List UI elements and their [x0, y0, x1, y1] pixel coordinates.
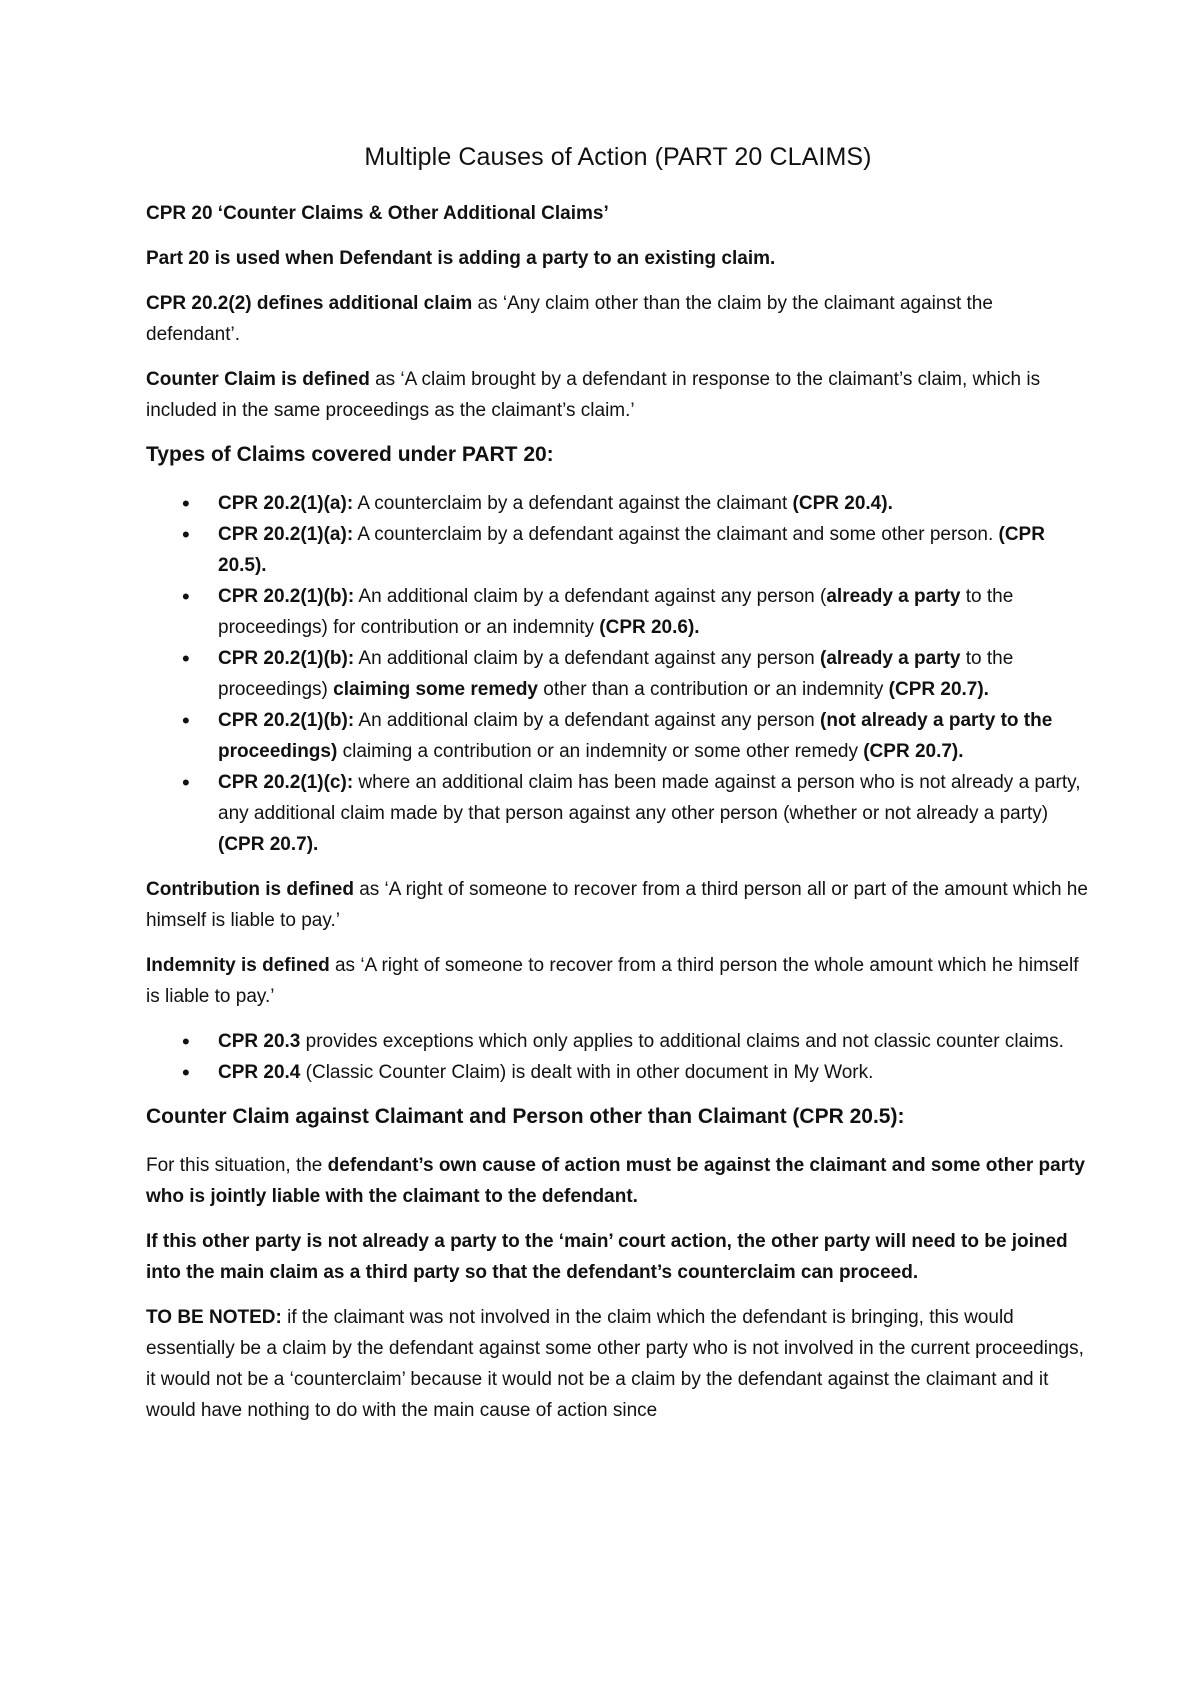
- bold-text: CPR 20.4: [218, 1062, 301, 1083]
- bold-text: claiming some remedy: [333, 679, 538, 700]
- text: provides exceptions which only applies to additional claims and not classic counter claims.: [300, 1031, 1064, 1052]
- list-item: [218, 581, 1090, 643]
- section-heading-counter-claim: Counter Claim against Claimant and Person other than Claimant (CPR 20.5):: [146, 1105, 905, 1128]
- list-item: [218, 705, 1090, 767]
- paragraph-additional-claim-definition: [146, 288, 1090, 350]
- text: as ‘A right of someone to recover from a third person the whole amount which he himself is liable to pay.’: [146, 955, 1079, 1007]
- bold-text: (CPR 20.7).: [218, 834, 319, 855]
- list-item: [218, 519, 1090, 581]
- bold-text: CPR 20.2(1)(b):: [218, 586, 355, 607]
- bold-text: defendant’s own cause of action must be against the claimant and some other party who is jointly liable with the claimant to the defendant.: [146, 1155, 1085, 1207]
- bold-text: CPR 20.2(1)(a):: [218, 524, 354, 545]
- bold-text: CPR 20.2(2) defines additional claim: [146, 293, 473, 314]
- paragraph-counter-claim-definition: [146, 364, 1090, 426]
- paragraph-joinder: [146, 1226, 1090, 1288]
- exceptions-list: [146, 1026, 1090, 1088]
- text: as ‘A claim brought by a defendant in response to the claimant’s claim, which is included in the same proceedings as the claimant’s claim.’: [146, 369, 1041, 421]
- page-title: Multiple Causes of Action (PART 20 CLAIMS): [364, 143, 872, 171]
- text: An additional claim by a defendant against any person (: [354, 586, 827, 607]
- bold-text: (not already a party to the proceedings): [218, 710, 1053, 762]
- list-item: [218, 1057, 1090, 1088]
- text: A counterclaim by a defendant against the claimant and some other person.: [353, 524, 999, 545]
- bold-text: CPR 20.2(1)(b):: [218, 710, 355, 731]
- text: as ‘A right of someone to recover from a third person all or part of the amount which he himself is liable to pay.’: [146, 879, 1088, 931]
- bold-text: TO BE NOTED:: [146, 1307, 282, 1328]
- list-item: [218, 1026, 1090, 1057]
- bold-text: (CPR 20.5).: [218, 524, 1045, 576]
- bold-text: Counter Claim is defined: [146, 369, 370, 390]
- bold-text: CPR 20.2(1)(b):: [218, 648, 355, 669]
- bold-text: (CPR 20.4).: [792, 493, 893, 514]
- text: to the proceedings): [218, 648, 1014, 700]
- list-item: [218, 767, 1090, 860]
- text: A counterclaim by a defendant against the claimant: [353, 493, 793, 514]
- bold-text: Part 20 is used when Defendant is adding a party to an existing claim.: [146, 248, 776, 269]
- bold-text: Indemnity is defined: [146, 955, 330, 976]
- text: An additional claim by a defendant against any person: [354, 648, 821, 669]
- text: if the claimant was not involved in the claim which the defendant is bringing, this would essentially be a claim by the defendant against some other party who is not involved in the current proceedings, it would not be a ‘counterclaim’ because it would not be a claim by the defendant against the claimant and it would have nothing to do with the main cause of action since: [146, 1307, 1084, 1421]
- text: other than a contribution or an indemnity: [538, 679, 889, 700]
- bold-text: CPR 20.2(1)(a):: [218, 493, 354, 514]
- list-item: [218, 488, 1090, 519]
- paragraph-indemnity-definition: [146, 950, 1090, 1012]
- bold-text: (CPR 20.6).: [599, 617, 700, 638]
- bold-text: Contribution is defined: [146, 879, 354, 900]
- bold-text: CPR 20 ‘Counter Claims & Other Additional Claims’: [146, 203, 609, 224]
- text: to the proceedings) for contribution or an indemnity: [218, 586, 1014, 638]
- paragraph-part20-usage: [146, 243, 1090, 274]
- text: For this situation, the: [146, 1155, 328, 1176]
- bold-text: If this other party is not already a party to the ‘main’ court action, the other party will need to be joined into the main claim as a third party so that the defendant’s counterclaim can proceed.: [146, 1231, 1068, 1283]
- paragraph-cpr20: [146, 198, 1090, 229]
- text: where an additional claim has been made against a person who is not already a party, any additional claim made by that person against any other person (whether or not already a party): [218, 772, 1081, 824]
- bold-text: (CPR 20.7).: [863, 741, 964, 762]
- claim-types-list: [146, 488, 1090, 860]
- text: claiming a contribution or an indemnity or some other remedy: [337, 741, 864, 762]
- bold-text: CPR 20.3: [218, 1031, 301, 1052]
- bold-text: (already a party: [820, 648, 961, 669]
- text: (Classic Counter Claim) is dealt with in other document in My Work.: [300, 1062, 874, 1083]
- list-item: [218, 643, 1090, 705]
- section-heading-types: Types of Claims covered under PART 20:: [146, 443, 554, 466]
- paragraph-situation: [146, 1150, 1090, 1212]
- paragraph-contribution-definition: [146, 874, 1090, 936]
- bold-text: (CPR 20.7).: [888, 679, 989, 700]
- text: An additional claim by a defendant against any person: [354, 710, 821, 731]
- paragraph-to-be-noted: [146, 1302, 1090, 1426]
- text: as ‘Any claim other than the claim by the claimant against the defendant’.: [146, 293, 993, 345]
- bold-text: CPR 20.2(1)(c):: [218, 772, 354, 793]
- bold-text: already a party: [826, 586, 961, 607]
